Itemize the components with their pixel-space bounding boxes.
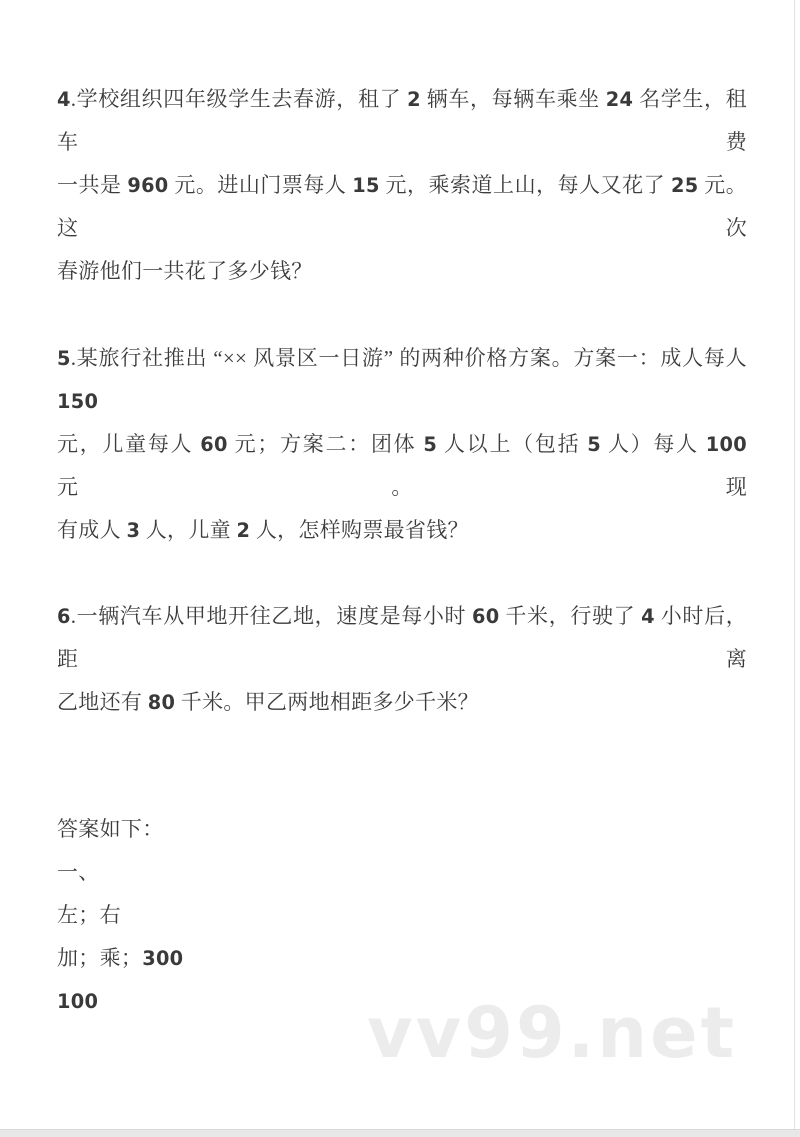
answer-line-4: 100 bbox=[57, 990, 99, 1013]
problem-4 bbox=[57, 78, 747, 293]
answer-line-3: 加；乘；300 bbox=[57, 946, 184, 970]
problem-6 bbox=[57, 595, 747, 724]
problem-4-line-2: 一共是 960 元。进山门票每人 15 元，乘索道上山，每人又花了 25 元。这次 bbox=[57, 173, 748, 240]
answers-heading: 答案如下： bbox=[57, 817, 164, 841]
answer-line-2: 左；右 bbox=[57, 903, 121, 927]
answers-section bbox=[57, 808, 747, 1023]
page-edge-right bbox=[794, 0, 795, 1137]
watermark-text: vv99.net bbox=[367, 992, 738, 1074]
problem-5-line-3: 有成人 3 人，儿童 2 人，怎样购票最省钱？ bbox=[57, 518, 469, 542]
problem-5 bbox=[57, 337, 747, 552]
problem-6-line-1: 6.一辆汽车从甲地开往乙地，速度是每小时 60 千米，行驶了 4 小时后，距离 bbox=[57, 604, 748, 671]
page-edge-bottom bbox=[0, 1129, 800, 1137]
problem-5-line-2: 元，儿童每人 60 元；方案二：团体 5 人以上（包括 5 人）每人 100 元。现 bbox=[57, 432, 747, 499]
answer-line-1: 一、 bbox=[57, 860, 100, 884]
problem-6-line-2: 乙地还有 80 千米。甲乙两地相距多少千米？ bbox=[57, 690, 479, 714]
problem-4-line-1: 4.学校组织四年级学生去春游，租了 2 辆车，每辆车乘坐 24 名学生，租车费 bbox=[57, 87, 747, 154]
problem-4-line-3: 春游他们一共花了多少钱？ bbox=[57, 259, 313, 283]
problem-5-line-1: 5.某旅行社推出 “×× 风景区一日游” 的两种价格方案。方案一：成人每人 150 bbox=[57, 346, 747, 413]
